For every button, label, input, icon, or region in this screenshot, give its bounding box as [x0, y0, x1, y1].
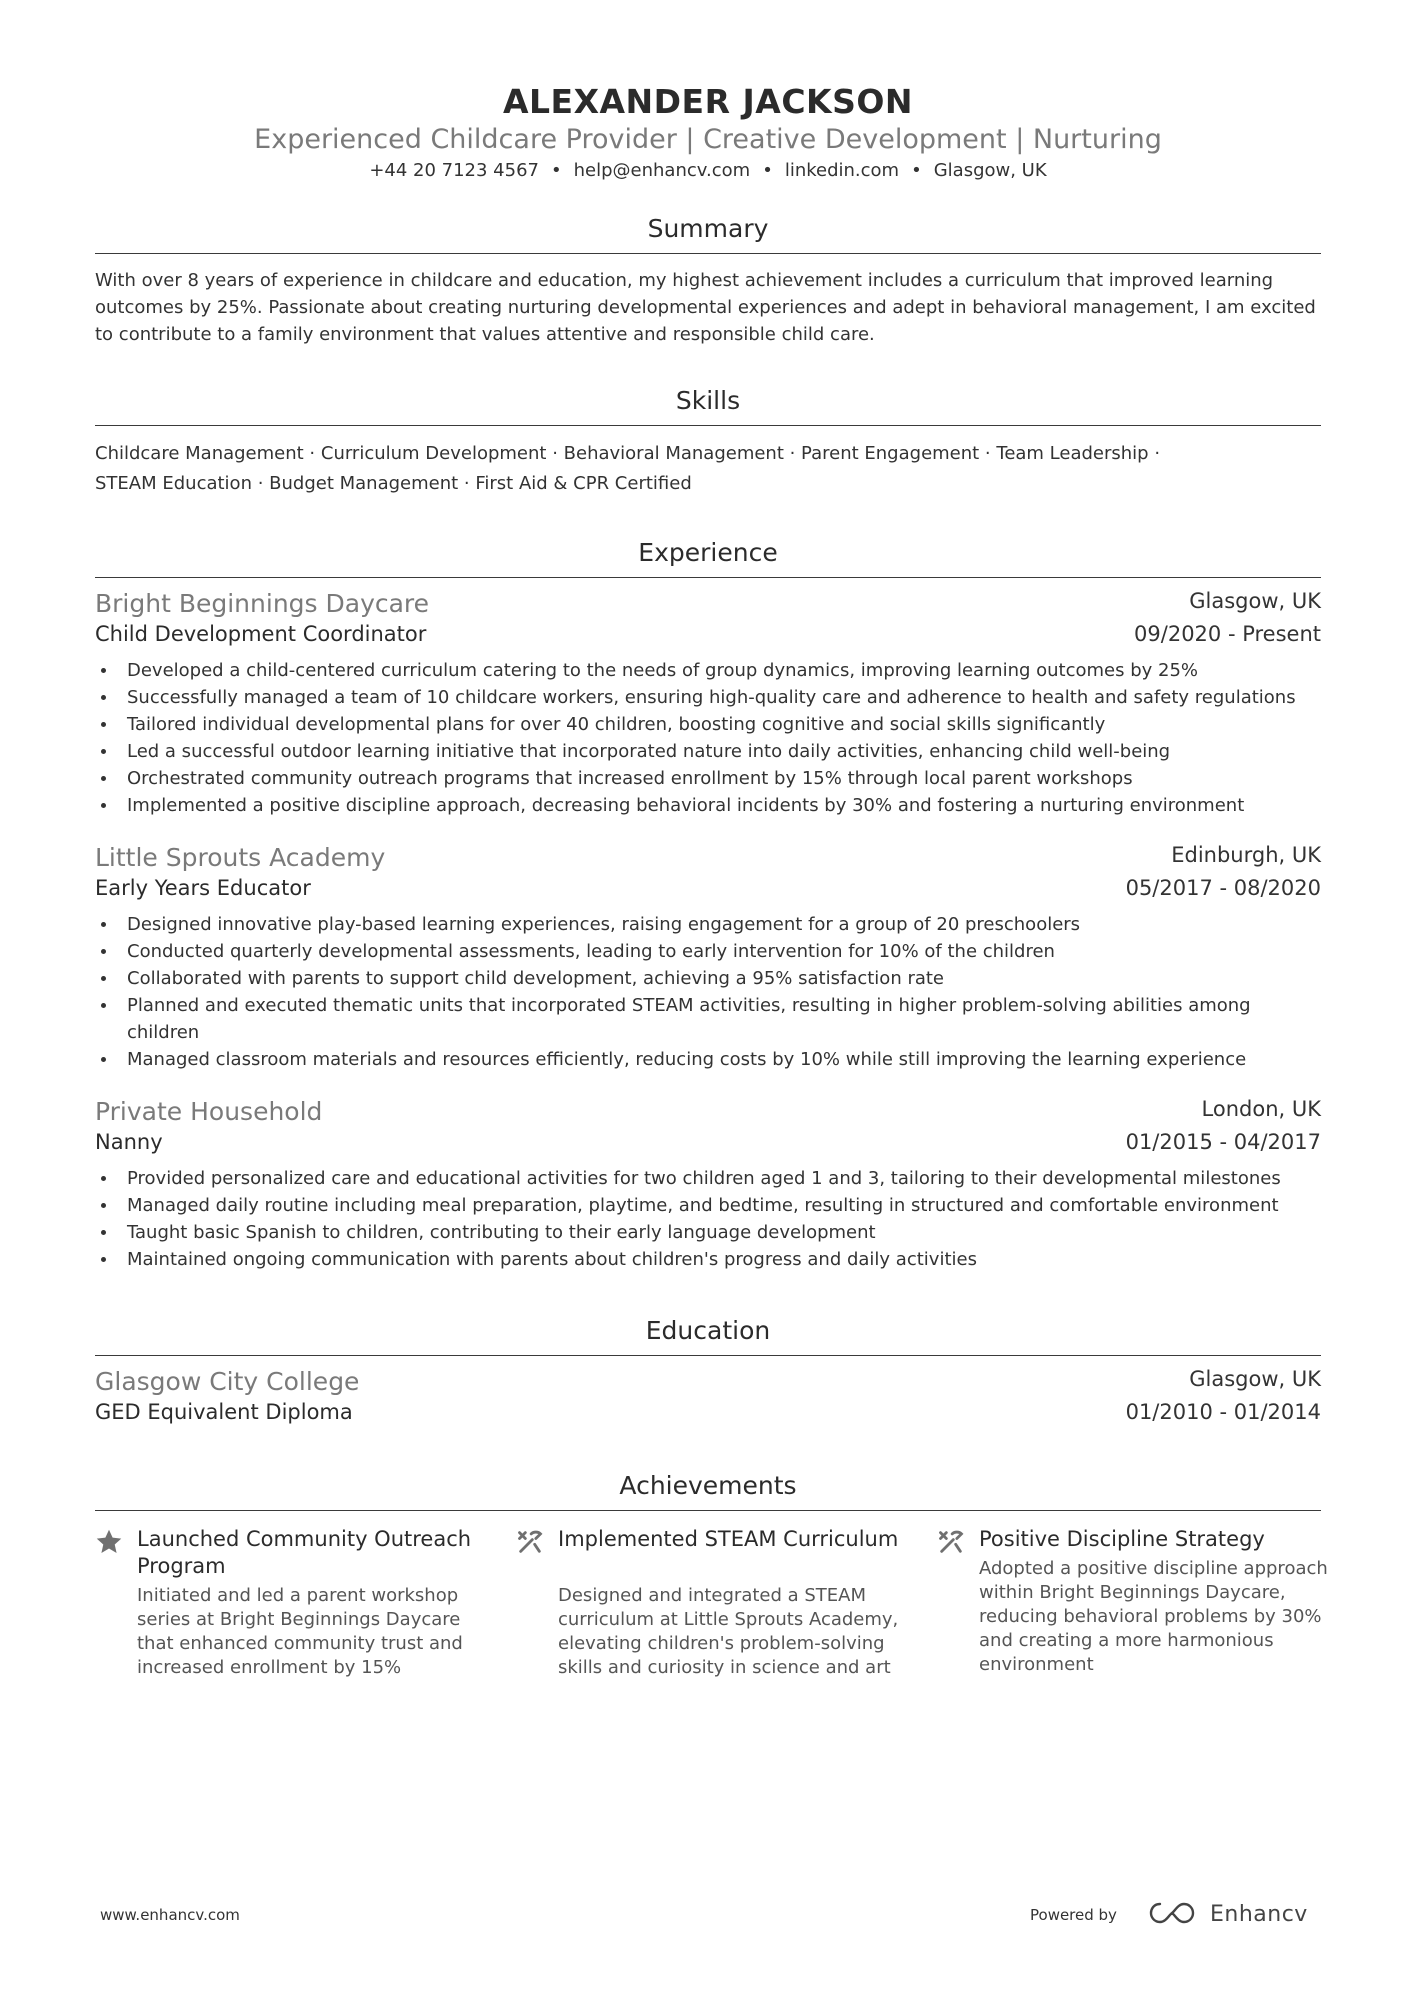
job-title: Child Development Coordinator	[95, 622, 427, 646]
linkedin-link[interactable]: linkedin.com	[784, 160, 900, 181]
list-item: Tailored individual developmental plans for over 40 children, boosting cognitive and social skills significantly	[95, 711, 1321, 738]
contact-line	[95, 160, 1321, 181]
summary-heading: Summary	[647, 214, 769, 243]
experience-entry	[95, 1097, 1321, 1273]
education-heading: Education	[645, 1316, 771, 1345]
section-divider	[95, 577, 1321, 578]
job-location: Edinburgh, UK	[1171, 843, 1321, 867]
section-divider	[95, 1355, 1321, 1356]
enhancv-logo-icon	[1148, 1900, 1196, 1926]
location: Glasgow, UK	[933, 160, 1047, 181]
list-item: Implemented a positive discipline approach, decreasing behavioral incidents by 30% and fostering a nurturing environment	[95, 792, 1321, 819]
achievement-description: Initiated and led a parent workshop series at Bright Beginnings Daycare that enhanced community trust and increased enrollment by 15%	[137, 1585, 463, 1678]
section-divider	[95, 425, 1321, 426]
list-item: Managed classroom materials and resources efficiently, reducing costs by 10% while still improving the learning experience	[95, 1046, 1321, 1073]
list-item: Successfully managed a team of 10 childcare workers, ensuring high-quality care and adherence to health and safety regulations	[95, 684, 1321, 711]
company-name: Private Household	[95, 1097, 323, 1126]
separator-dot: •	[911, 160, 922, 181]
section-divider	[95, 253, 1321, 254]
skills-line: Childcare Management · Curriculum Development · Behavioral Management · Parent Engagement · Team Leadership ·	[95, 443, 1161, 464]
experience-heading: Experience	[638, 538, 778, 567]
skills-list	[95, 439, 1321, 499]
list-item: Maintained ongoing communication with parents about children's progress and daily activities	[95, 1246, 1321, 1273]
achievements-heading: Achievements	[619, 1471, 797, 1500]
school-location: Glasgow, UK	[1189, 1367, 1321, 1391]
tools-icon	[516, 1528, 544, 1556]
job-title: Early Years Educator	[95, 876, 311, 900]
list-item: Taught basic Spanish to children, contributing to their early language development	[95, 1219, 1321, 1246]
job-title: Nanny	[95, 1130, 163, 1154]
education-dates: 01/2010 - 01/2014	[1125, 1400, 1321, 1424]
job-dates: 09/2020 - Present	[1134, 622, 1321, 646]
list-item: Led a successful outdoor learning initiative that incorporated nature into daily activities, enhancing child well-being	[95, 738, 1321, 765]
summary-text: With over 8 years of experience in childcare and education, my highest achievement includes a curriculum that improved learning outcomes by 25%. Passionate about creating nurturing developmental experiences and adept in behavioral management, I am excited to contribute to a family environment that values attentive and responsible child care.	[95, 270, 1316, 345]
section-divider	[95, 1510, 1321, 1511]
achievement-description: Adopted a positive discipline approach within Bright Beginnings Daycare, reducing behavioral problems by 30% and creating a more harmonious environment	[979, 1558, 1328, 1675]
school-name: Glasgow City College	[95, 1367, 360, 1396]
job-dates: 01/2015 - 04/2017	[1125, 1130, 1321, 1154]
separator-dot: •	[551, 160, 562, 181]
experience-entry	[95, 589, 1321, 819]
company-name: Bright Beginnings Daycare	[95, 589, 430, 618]
achievement-title: Launched Community Outreach Program	[137, 1527, 472, 1578]
footer-branding	[1030, 1898, 1330, 1932]
achievement-title: Positive Discipline Strategy	[979, 1527, 1265, 1551]
job-location: Glasgow, UK	[1189, 589, 1321, 613]
list-item: Orchestrated community outreach programs that increased enrollment by 15% through local parent workshops	[95, 765, 1321, 792]
education-entry	[95, 1367, 1321, 1430]
job-dates: 05/2017 - 08/2020	[1125, 876, 1321, 900]
list-item: Developed a child-centered curriculum catering to the needs of group dynamics, improving learning outcomes by 25%	[95, 657, 1321, 684]
star-icon	[95, 1528, 123, 1556]
skills-heading: Skills	[675, 386, 741, 415]
achievement-title: Implemented STEAM Curriculum	[558, 1527, 899, 1551]
separator-dot: •	[762, 160, 773, 181]
powered-by-label: Powered by	[1030, 1906, 1117, 1924]
list-item: Designed innovative play-based learning experiences, raising engagement for a group of 20 preschoolers	[95, 911, 1321, 938]
list-item: Collaborated with parents to support child development, achieving a 95% satisfaction rate	[95, 965, 1321, 992]
company-name: Little Sprouts Academy	[95, 843, 386, 872]
degree: GED Equivalent Diploma	[95, 1400, 353, 1424]
list-item: Managed daily routine including meal preparation, playtime, and bedtime, resulting in structured and comfortable environment	[95, 1192, 1321, 1219]
job-bullets	[95, 911, 1321, 1073]
enhancv-brand-name: Enhancv	[1210, 1902, 1308, 1927]
job-bullets	[95, 657, 1321, 819]
candidate-name: ALEXANDER JACKSON	[502, 82, 914, 121]
achievement-description: Designed and integrated a STEAM curriculum at Little Sprouts Academy, elevating children's problem-solving skills and curiosity in science and art	[558, 1585, 899, 1678]
footer-website-link[interactable]: www.enhancv.com	[100, 1906, 240, 1924]
list-item: Conducted quarterly developmental assessments, leading to early intervention for 10% of the children	[95, 938, 1321, 965]
phone: +44 20 7123 4567	[369, 160, 539, 181]
email-link[interactable]: help@enhancv.com	[573, 160, 751, 181]
job-bullets	[95, 1165, 1321, 1273]
list-item: Provided personalized care and educational activities for two children aged 1 and 3, tailoring to their developmental milestones	[95, 1165, 1321, 1192]
candidate-tagline: Experienced Childcare Provider | Creative Development | Nurturing	[254, 124, 1162, 155]
job-location: London, UK	[1201, 1097, 1321, 1121]
skills-line: STEAM Education · Budget Management · First Aid & CPR Certified	[95, 473, 692, 494]
tools-icon	[937, 1528, 965, 1556]
list-item: Planned and executed thematic units that incorporated STEAM activities, resulting in higher problem-solving abilities among children	[95, 992, 1321, 1046]
experience-entry	[95, 843, 1321, 1073]
